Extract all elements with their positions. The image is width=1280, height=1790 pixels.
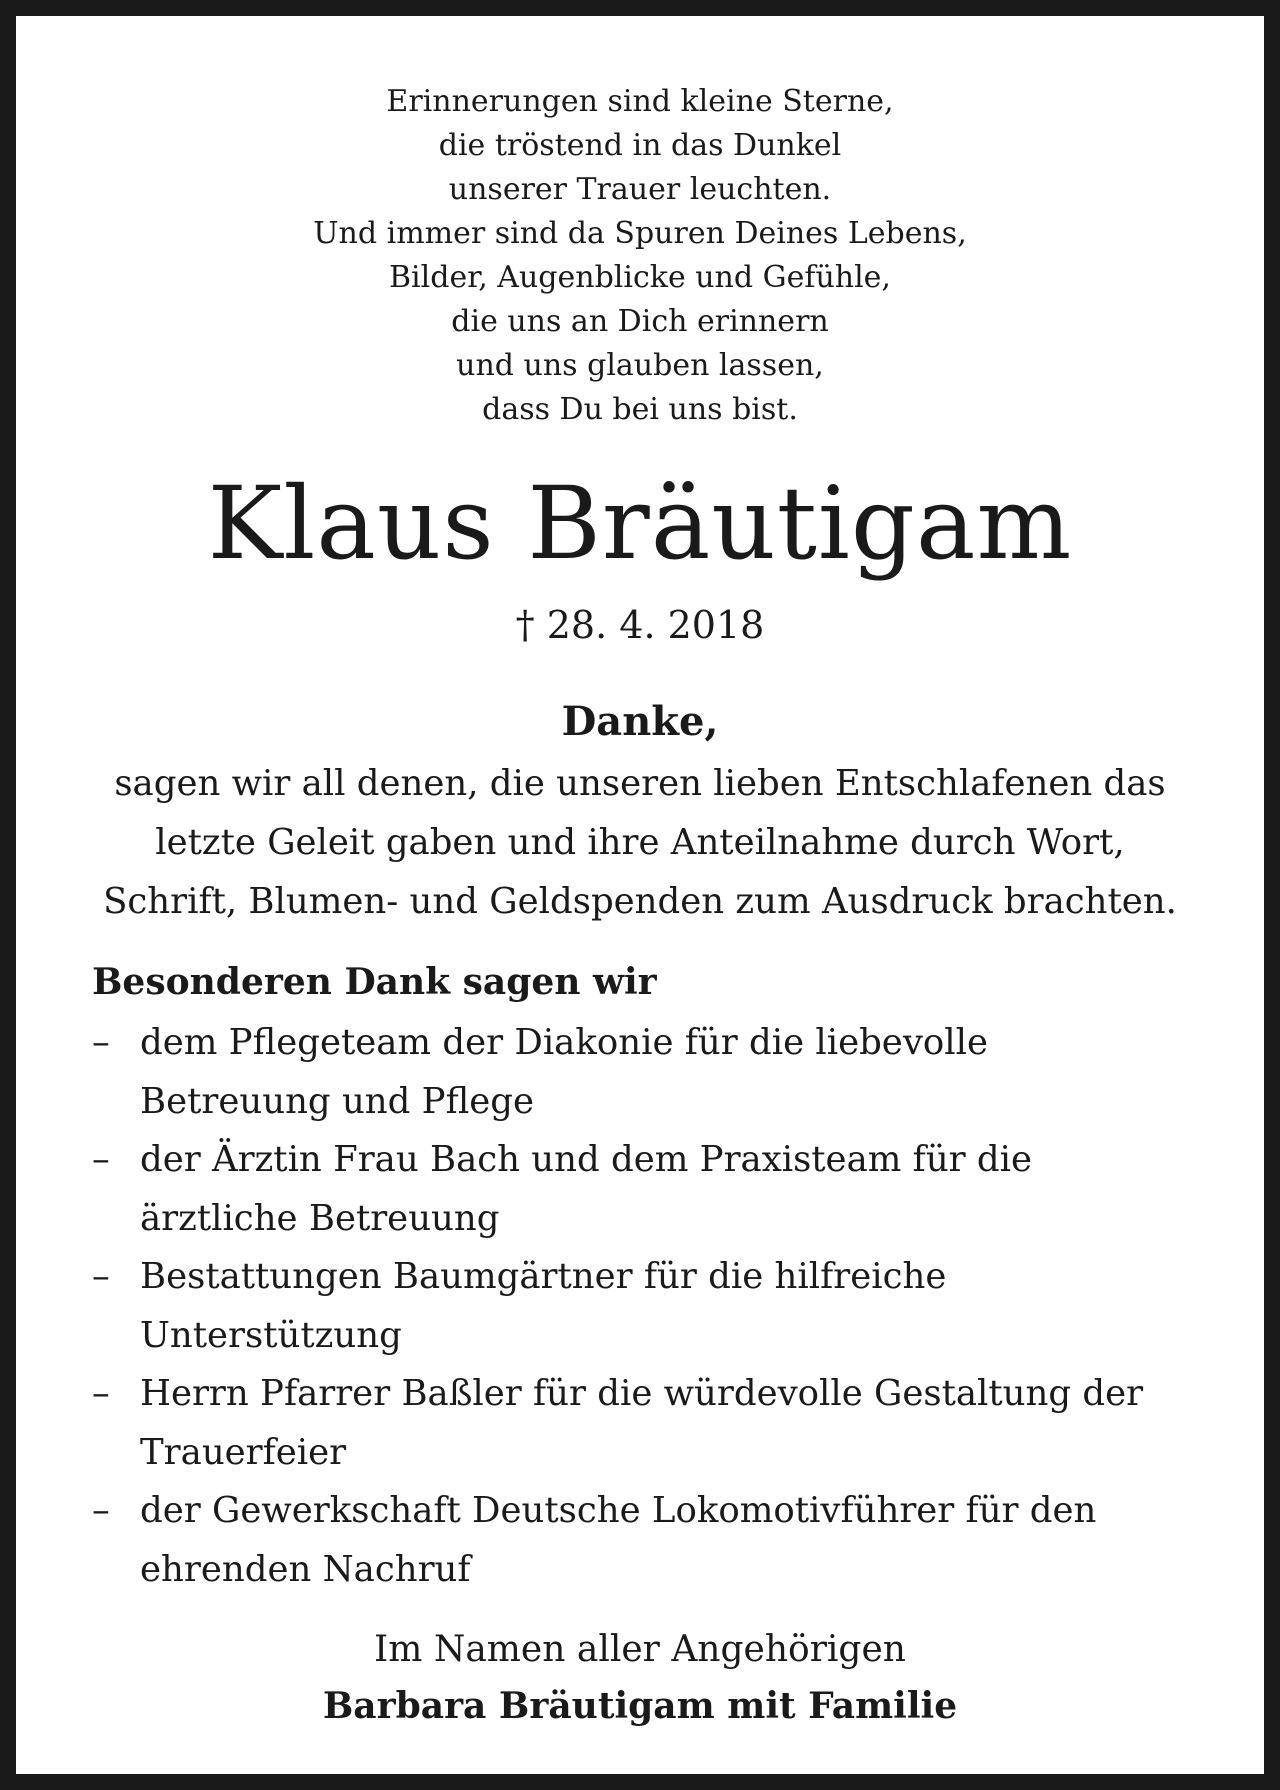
list-item-line: Herrn Pfarrer Baßler für die würdevolle Gestaltung der	[140, 1373, 1144, 1414]
thanks-line: letzte Geleit gaben und ihre Anteilnahme durch Wort,	[155, 822, 1125, 863]
list-item-line: dem Pflegeteam der Diakonie für die liebevolle	[140, 1022, 988, 1063]
poem-line: unserer Trauer leuchten.	[448, 172, 832, 207]
list-item	[92, 1014, 1224, 1131]
deceased-name: Klaus Bräutigam	[207, 465, 1073, 582]
poem-line: die uns an Dich erinnern	[451, 304, 829, 339]
family-signature: Barbara Bräutigam mit Familie	[322, 1685, 958, 1727]
poem-line: Erinnerungen sind kleine Sterne,	[386, 84, 894, 119]
thanks-line: Schrift, Blumen- und Geldspenden zum Ausdruck brachten.	[103, 881, 1177, 922]
dash-bullet: –	[92, 1022, 110, 1063]
closing-signature	[16, 1622, 1264, 1734]
memorial-poem	[16, 80, 1264, 432]
thanks-line: sagen wir all denen, die unseren lieben Entschlafenen das	[114, 763, 1166, 804]
list-item-line: Trauerfeier	[140, 1431, 347, 1473]
list-item	[92, 1365, 1224, 1482]
list-item-line: Betreuung und Pflege	[140, 1080, 534, 1122]
poem-line: Bilder, Augenblicke und Gefühle,	[389, 260, 891, 295]
dash-bullet: –	[92, 1373, 110, 1414]
dash-bullet: –	[92, 1139, 110, 1180]
special-thanks-list	[92, 1014, 1224, 1599]
list-item	[92, 1248, 1224, 1365]
list-item-line: der Gewerkschaft Deutsche Lokomotivführer für den	[140, 1490, 1097, 1531]
special-thanks-heading: Besonderen Dank sagen wir	[92, 961, 657, 1003]
list-item-line: Unterstützung	[140, 1314, 402, 1356]
poem-line: dass Du bei uns bist.	[482, 392, 798, 427]
poem-line: und uns glauben lassen,	[456, 348, 824, 383]
list-item-line: ehrenden Nachruf	[140, 1548, 471, 1590]
list-item-line: ärztliche Betreuung	[140, 1197, 500, 1239]
closing-line: Im Namen aller Angehörigen	[374, 1629, 906, 1670]
list-item-line: Bestattungen Baumgärtner für die hilfreiche	[140, 1256, 947, 1297]
poem-line: Und immer sind da Spuren Deines Lebens,	[313, 216, 967, 251]
poem-line: die tröstend in das Dunkel	[438, 128, 842, 163]
dash-bullet: –	[92, 1490, 110, 1531]
list-item-line: der Ärztin Frau Bach und dem Praxisteam für die	[140, 1139, 1033, 1180]
list-item	[92, 1482, 1224, 1599]
dash-bullet: –	[92, 1256, 110, 1297]
death-date: † 28. 4. 2018	[515, 603, 765, 647]
thanks-text	[76, 754, 1204, 931]
list-item	[92, 1131, 1224, 1248]
thanks-heading: Danke,	[561, 698, 719, 745]
